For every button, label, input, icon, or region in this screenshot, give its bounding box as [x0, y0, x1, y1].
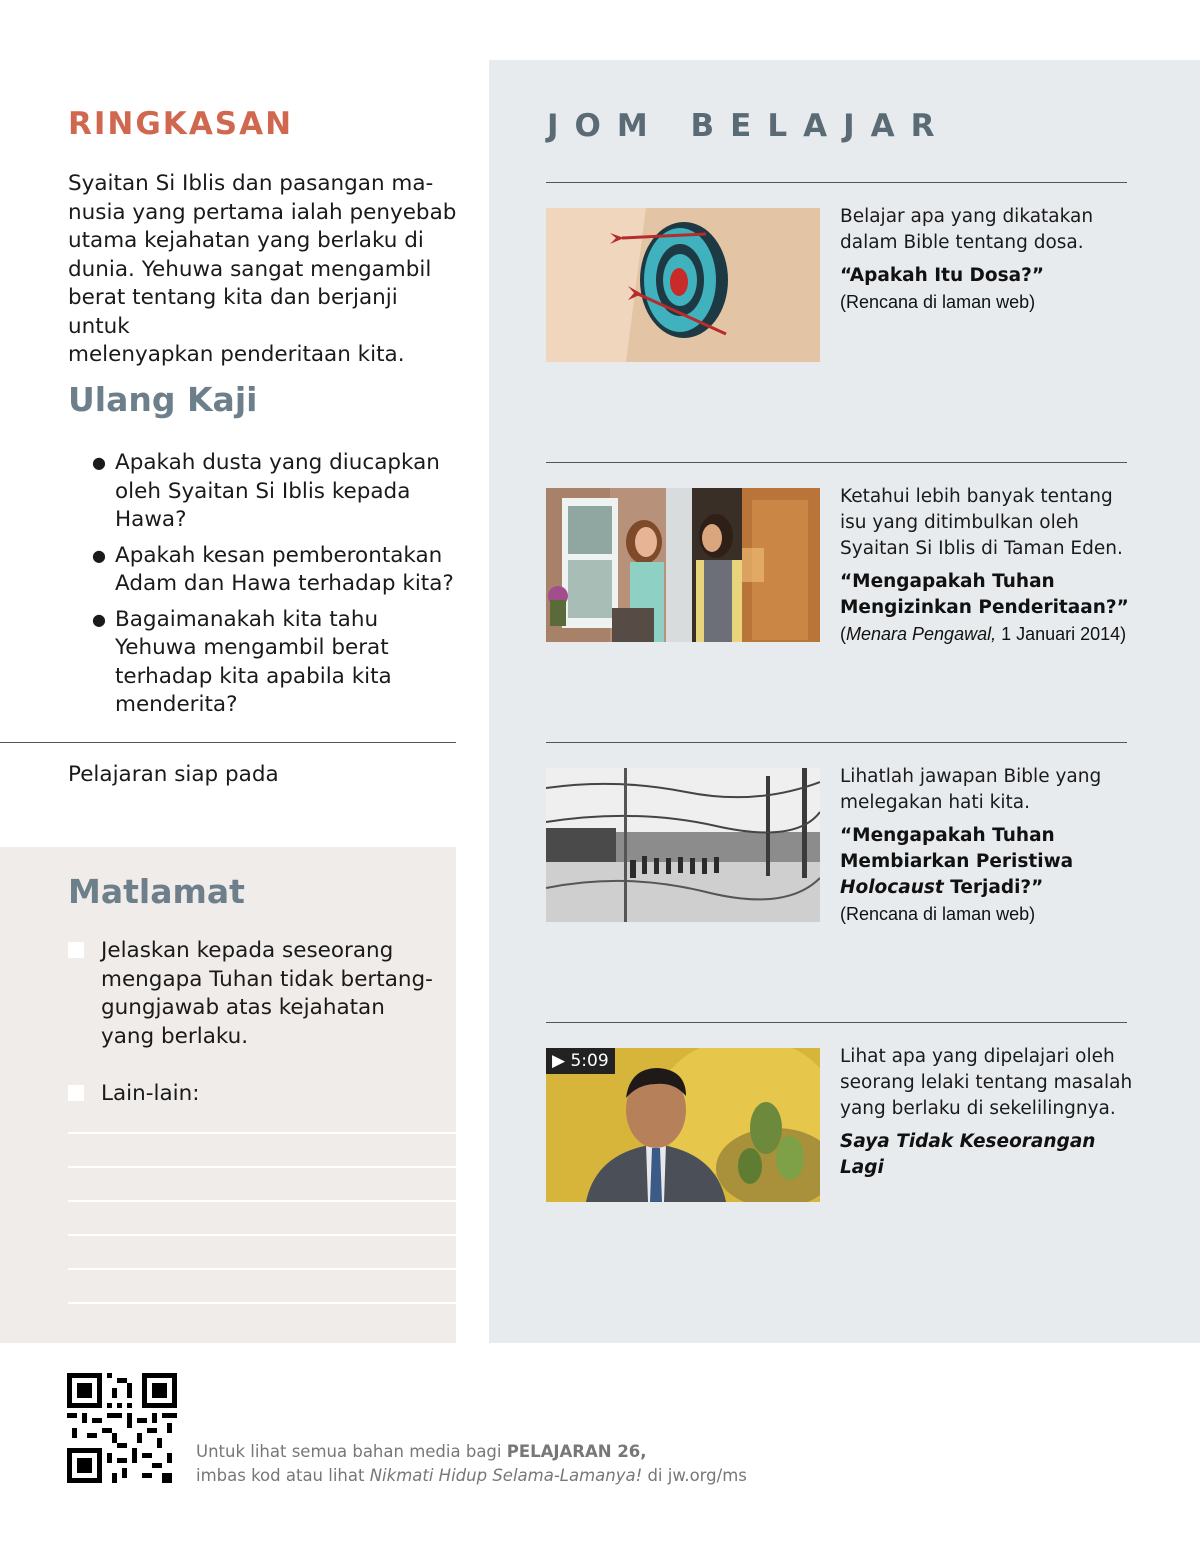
qr-code[interactable] [67, 1373, 177, 1483]
source-date: 1 Januari 2014) [996, 624, 1127, 644]
goal-line: mengapa Tuhan tidak bertang- [101, 966, 433, 992]
card-description: Lihatlah jawapan Bible yang melegakan hati kita. [840, 766, 1102, 813]
summary-line: utama kejahatan yang berlaku di [68, 228, 424, 253]
target-with-arrows-image[interactable] [546, 208, 820, 362]
goals-box [0, 847, 456, 1343]
footer-site[interactable]: di jw.org/ms [642, 1466, 747, 1485]
goal-item [68, 937, 438, 1051]
two-women-at-door-image[interactable] [546, 488, 820, 642]
footer-line1-text: Untuk lihat semua bahan media bagi [196, 1442, 507, 1461]
source-publication: Menara Pengawal, [846, 624, 997, 644]
goal-line: yang berlaku. [101, 1023, 249, 1049]
play-icon: ▶ [552, 1051, 566, 1071]
bullet-icon: ● [92, 609, 106, 629]
write-line[interactable] [68, 1302, 456, 1304]
checkbox[interactable] [68, 942, 84, 958]
summary-line: Syaitan Si Iblis dan pasangan ma- [68, 171, 434, 196]
card-text [840, 1044, 1136, 1181]
card-text [840, 764, 1136, 927]
man-portrait-video-thumbnail[interactable] [546, 1048, 820, 1202]
bullet-icon: ● [92, 545, 106, 565]
review-question-text: Bagaimanakah kita tahu Yehuwa mengambil berat terhadap kita apabila kita menderita? [115, 606, 392, 717]
divider [546, 1022, 1127, 1023]
review-title: Ulang Kaji [68, 380, 258, 419]
write-line[interactable] [68, 1166, 456, 1168]
article-link-line: Membiarkan Peristiwa [840, 851, 1074, 872]
footer-line2-text: imbas kod atau lihat [196, 1466, 370, 1485]
footer-line [196, 1464, 747, 1488]
review-list [92, 449, 462, 727]
article-link-line [840, 875, 1136, 901]
footer-lesson: PELAJARAN 26, [506, 1442, 647, 1461]
card-source: (Rencana di laman web) [840, 904, 1036, 924]
link-italic-word: Holocaust [840, 877, 944, 898]
article-link-line: “Mengapakah Tuhan [840, 825, 1055, 846]
card-source: (Rencana di laman web) [840, 292, 1036, 312]
review-question [92, 606, 462, 720]
review-question [92, 542, 462, 599]
card-text [840, 204, 1136, 315]
learn-more-panel [489, 60, 1200, 1343]
review-question-text: Apakah kesan pemberontakan Adam dan Hawa terhadap kita? [115, 542, 454, 596]
card-text [840, 484, 1136, 647]
divider [546, 742, 1127, 743]
goals-title: Matlamat [68, 872, 245, 911]
summary-line: berat tentang kita dan berjanji untuk [68, 285, 398, 339]
video-duration: 5:09 [570, 1051, 609, 1071]
card-description: Ketahui lebih banyak tentang isu yang ditimbulkan oleh Syaitan Si Iblis di Taman Eden. [840, 486, 1123, 559]
review-question-text: Apakah dusta yang diucapkan oleh Syaitan Si Iblis kepada Hawa? [115, 450, 440, 532]
article-link[interactable]: “Mengapakah Tuhan Mengizinkan Penderitaan?” [840, 571, 1129, 618]
write-line[interactable] [68, 1234, 456, 1236]
goal-item-other [68, 1080, 438, 1109]
video-duration-badge [546, 1048, 615, 1074]
checkbox[interactable] [68, 1085, 84, 1101]
article-link[interactable] [840, 823, 1136, 901]
review-question [92, 449, 462, 535]
footer-line [196, 1440, 747, 1464]
summary-line: melenyapkan penderitaan kita. [68, 342, 405, 367]
article-link[interactable]: “Apakah Itu Dosa?” [840, 265, 1045, 286]
video-link[interactable]: Saya Tidak Keseorangan Lagi [840, 1131, 1096, 1178]
goal-line: gungjawab atas kejahatan [101, 995, 385, 1020]
write-line[interactable] [68, 1268, 456, 1270]
ready-date-label: Pelajaran siap pada [68, 762, 279, 787]
card-description: Lihat apa yang dipelajari oleh seorang lelaki tentang masalah yang berlaku di sekelilingnya. [840, 1046, 1133, 1119]
goal-other-label: Lain-lain: [101, 1081, 200, 1106]
source-paren: ( [840, 624, 846, 644]
write-line[interactable] [68, 1132, 456, 1134]
write-line[interactable] [68, 1200, 456, 1202]
summary-text [68, 170, 458, 370]
divider [546, 182, 1127, 183]
divider [0, 742, 456, 743]
card-source [840, 621, 1136, 647]
concentration-camp-photo[interactable] [546, 768, 820, 922]
bullet-icon: ● [92, 453, 106, 472]
divider [546, 462, 1127, 463]
summary-title: RINGKASAN [68, 106, 294, 142]
footer-text [196, 1440, 747, 1488]
summary-line: dunia. Yehuwa sangat mengambil [68, 256, 432, 282]
footer-book-title: Nikmati Hidup Selama-Lamanya! [369, 1466, 643, 1485]
link-end: Terjadi?” [943, 877, 1044, 898]
card-description: Belajar apa yang dikatakan dalam Bible tentang dosa. [840, 206, 1094, 253]
goal-line: Jelaskan kepada seseorang [101, 938, 394, 963]
learn-more-title: JOM BELAJAR [547, 108, 951, 144]
summary-line: nusia yang pertama ialah penyebab [68, 199, 457, 225]
